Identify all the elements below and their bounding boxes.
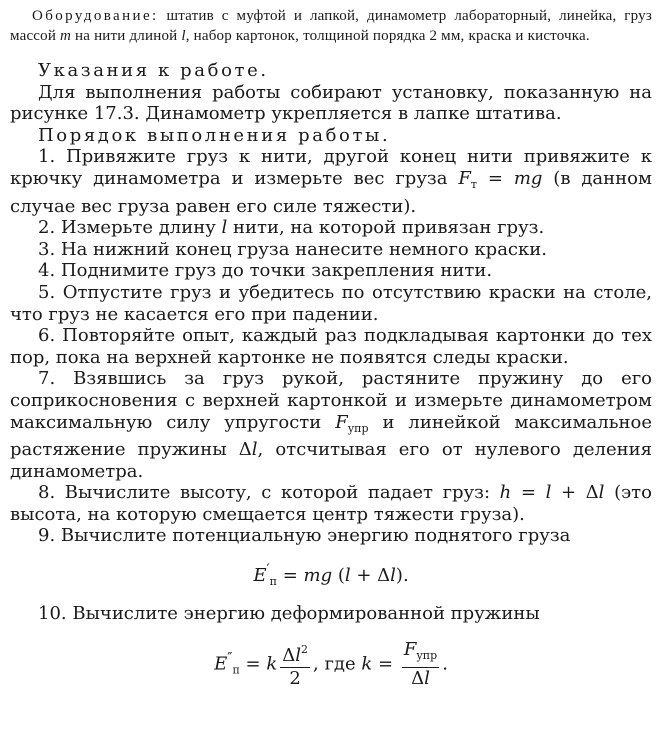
step-4: 4. Поднимите груз до точки закрепления нити.: [38, 260, 493, 282]
step-10: 10. Вычислите энергию деформированной пружины: [38, 603, 540, 625]
step-2: 2. Измерьте длину l нити, на которой привязан груз.: [38, 217, 545, 239]
elongation-symbol: Δl: [238, 439, 258, 461]
step-1: 1. Привяжите груз к нити, другой конец нити привяжите к крючку динамометра и измерьте вес груза $F_т$ = mg (в данном случае вес груза равен его силе тяжести).: [10, 146, 652, 217]
step-3: 3. На нижний конец груза нанесите немного краски.: [38, 238, 547, 260]
weight-formula: $F_т$ = mg: [458, 167, 543, 191]
spring-energy-formula: $E''_п = k$ $\frac{\Delta l^2}{2}$ , где k = $\frac{F_{упр}}{\Delta l}$ .: [214, 638, 448, 689]
main-text: [10, 60, 652, 690]
step-7: 7. Взявшись за груз рукой, растяните пружину до его соприкосновения с верхней картонкой и измерьте динамометром максимальную силу упругости $F_{упр}$ и линейкой максимальное растяжение пружины Δl, отсчитывая его от нулевого деления динамометра.: [10, 368, 653, 482]
step-5: 5. Отпустите груз и убедитесь по отсутствию краски на столе, что груз не касается его при падении.: [10, 281, 653, 325]
equipment-label: Оборудование:: [32, 8, 159, 24]
equipment-text: штатив с муфтой и лапкой, динамометр лабораторный, линейка, груз массой m на нити длиной l, набор картонок, толщиной порядка 2 мм, краска и кисточка.: [10, 8, 652, 44]
procedure-heading: Порядок выполнения работы.: [38, 124, 391, 146]
elongation-squared-fraction: $\frac{\Delta l^2}{2}$: [280, 639, 310, 690]
equipment-paragraph: [10, 6, 652, 46]
instructions-text: Для выполнения работы собирают установку, показанную на рисунке 17.3. Динамометр укрепляется в лапке штатива.: [10, 81, 652, 125]
step-8: 8. Вычислите высоту, с которой падает груз: h = l + Δl (это высота, на которую смещается центр тяжести груза).: [10, 482, 652, 525]
potential-energy-formula: $E'_п$ = mg (l + Δl).: [253, 562, 409, 589]
height-formula: h = l + Δl: [499, 482, 605, 504]
elastic-force-symbol: $F_{упр}$: [335, 411, 369, 435]
stiffness-fraction: $\frac{F_{упр}}{\Delta l}$: [403, 638, 438, 689]
step-6: 6. Повторяйте опыт, каждый раз подкладывая картонки до тех пор, пока на верхней картонке не появятся следы краски.: [10, 325, 652, 368]
instructions-heading: Указания к работе.: [38, 60, 269, 81]
step-9: 9. Вычислите потенциальную энергию поднятого груза: [38, 525, 571, 547]
